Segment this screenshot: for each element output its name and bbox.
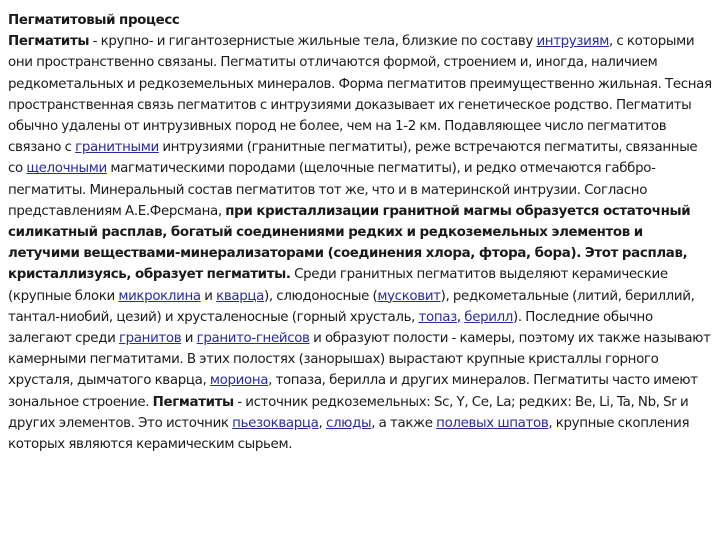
- link-granite[interactable]: гранитными: [75, 140, 159, 156]
- link-quartz[interactable]: кварца: [216, 288, 265, 304]
- link-alkaline[interactable]: щелочными: [26, 161, 107, 177]
- link-feldspars[interactable]: полевых шпатов: [436, 415, 549, 431]
- link-beryl[interactable]: берилл: [464, 309, 513, 325]
- text-run: - источник редкоземельных: Sc, Y, Ce, La; редких: Be, Li, Ta, Nb, Sr и других элементов. Это источник: [8, 394, 689, 431]
- document-page: [8, 10, 712, 455]
- text-run: ), слюдоносные (: [264, 288, 378, 304]
- text-run: ). Последние обычно залегают среди: [8, 309, 653, 347]
- link-granite-gneisses[interactable]: гранито-гнейсов: [196, 331, 310, 347]
- text-run: и: [200, 288, 217, 304]
- link-granites[interactable]: гранитов: [118, 331, 182, 347]
- link-microcline[interactable]: микроклина: [118, 288, 201, 304]
- link-mica[interactable]: слюды: [325, 415, 372, 431]
- text-run: интрузиями (гранитные пегматиты), реже встречаются пегматиты, связанные со: [8, 140, 698, 177]
- text-run: , а также: [371, 415, 437, 431]
- text-run: , топаза, берилла и других минералов. Пегматиты часто имеют зональное строение.: [8, 373, 698, 410]
- link-topaz[interactable]: топаз: [418, 309, 457, 325]
- text-run: Среди гранитных пегматитов выделяют керамические (крупные блоки: [8, 267, 668, 304]
- text-run: , крупные скопления которых являются керамическим сырьем.: [8, 415, 690, 453]
- link-intrusions[interactable]: интрузиям: [536, 34, 609, 50]
- text-run: , с которыми они пространственно связаны. Пегматиты отличаются формой, строением и, иногда, наличием редкометальных и редкоземельных минералов. Форма пегматитов преимущественно жильная. Тесная пространственная связь пегматитов с интрузиями доказывает их генетическое родство. Пегматиты обычно удалены от интрузивных пород не более, чем на 1-2 км. Подавляющее число пегматитов связано с: [8, 34, 712, 156]
- body-paragraph: [8, 31, 712, 455]
- text-run: и образуют полости - камеры, поэтому их также называют камерными пегматитами. В этих полостях (занорышах) вырастают крупные кристаллы горного хрусталя, дымчатого кварца,: [8, 331, 711, 389]
- link-morion[interactable]: мориона: [209, 373, 269, 389]
- text-run: и: [181, 331, 197, 347]
- page-title: Пегматитовый процесс: [8, 13, 180, 28]
- text-run: ,: [318, 415, 326, 431]
- text-run: ), редкометальные (литий, бериллий, тантал-ниобий, цезий) и хрусталеносные (горный хрусталь,: [8, 288, 695, 325]
- text-run: магматическими породами (щелочные пегматиты), и редко отмечаются габбро-пегматиты. Минеральный состав пегматитов тот же, что и в материнской интрузии. Согласно представлениям А.Е.Ферсмана,: [8, 161, 656, 219]
- text-run: ,: [456, 309, 465, 325]
- bold-fersman-statement: при кристаллизации гранитной магмы образуется остаточный силикатный расплав, богатый соединениями редких и редкоземельных элементов и летучими веществами-минерализаторами (соединения хлора, фтора, бора). Этот расплав, кристаллизуясь, образует пегматиты.: [8, 203, 691, 283]
- term-pegmatites-second: Пегматиты: [152, 394, 234, 410]
- text-run: - крупно- и гигантозернистые жильные тела, близкие по составу: [89, 34, 537, 50]
- term-pegmatites: Пегматиты: [8, 34, 90, 50]
- link-piezoquartz[interactable]: пьезокварца: [232, 415, 319, 431]
- link-muscovite[interactable]: мусковит: [377, 288, 441, 304]
